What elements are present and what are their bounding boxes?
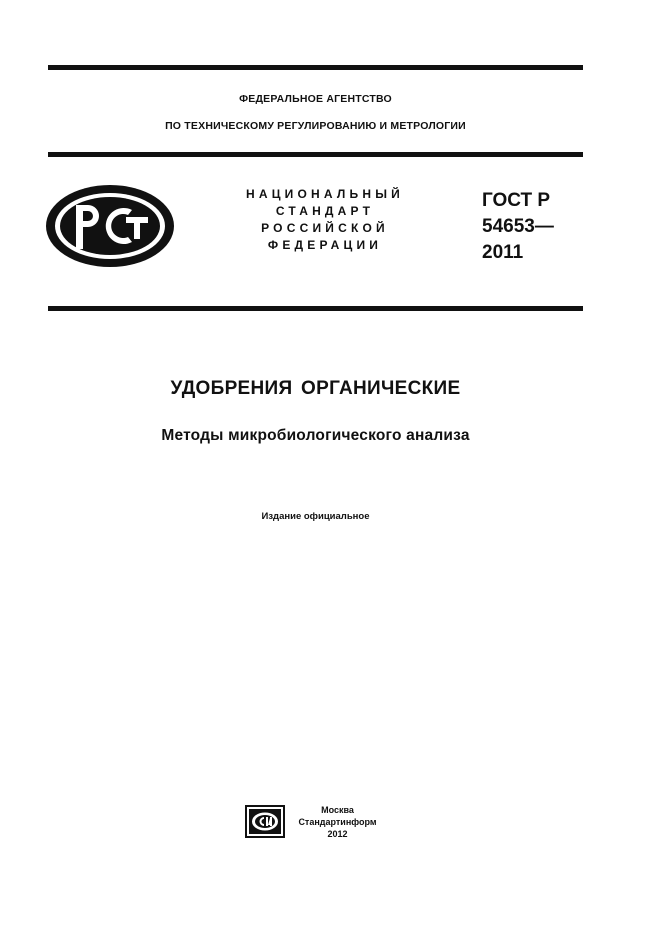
national-standard-line: РОССИЙСКОЙ (261, 221, 389, 235)
agency-name-line1: ФЕДЕРАЛЬНОЕ АГЕНТСТВО (239, 93, 392, 105)
top-divider (48, 65, 583, 70)
rst-certification-mark-icon (44, 183, 176, 269)
standard-designation (482, 188, 554, 266)
national-standard-line: НАЦИОНАЛЬНЫЙ (245, 187, 405, 201)
publisher-city: Москва (321, 805, 354, 815)
publication-year: 2012 (327, 829, 348, 839)
publisher-name: Стандартинформ (298, 817, 377, 827)
edition-label: Издание официальное (261, 511, 370, 522)
standartinform-logo-icon (245, 805, 285, 838)
designation-line2: 54653— (482, 216, 554, 237)
designation-line1: ГОСТ Р (482, 190, 551, 211)
agency-name-line2: ПО ТЕХНИЧЕСКОМУ РЕГУЛИРОВАНИЮ И МЕТРОЛОГИИ (165, 120, 466, 132)
publisher-block (290, 804, 385, 840)
designation-line3: 2011 (482, 242, 524, 263)
document-title: УДОБРЕНИЯ ОРГАНИЧЕСКИЕ (170, 378, 461, 399)
national-standard-line: СТАНДАРТ (275, 204, 375, 218)
document-subtitle: Методы микробиологического анализа (161, 427, 470, 444)
lower-divider (48, 306, 583, 311)
middle-divider (48, 152, 583, 157)
national-standard-block (220, 186, 430, 254)
national-standard-line: ФЕДЕРАЦИИ (267, 238, 383, 252)
